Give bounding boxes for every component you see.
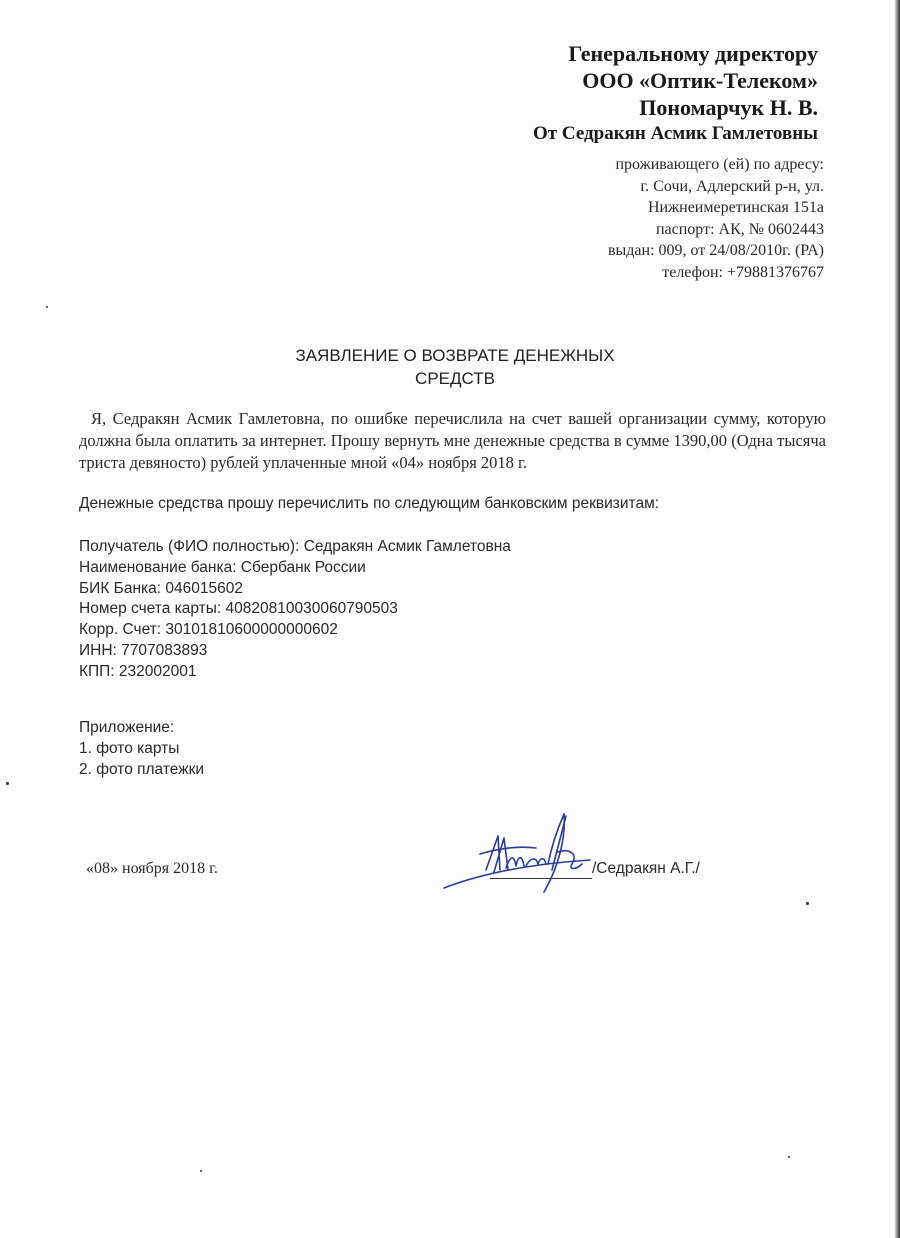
bank-corr-account: Корр. Счет: 30101810600000000602	[79, 621, 338, 639]
addressee-name: Пономарчук Н. В.	[639, 95, 818, 120]
bank-inn: ИНН: 7707083893	[79, 641, 208, 659]
handwritten-signature-icon	[440, 808, 600, 898]
scan-speck	[806, 902, 809, 905]
sender-passport: паспорт: АК, № 0602443	[655, 220, 824, 238]
request-paragraph: Я, Седракян Асмик Гамлетовна, по ошибке перечислила на счет вашей организации сумму, которую должна была оплатить за интернет. Прошу вернуть мне денежные средства в сумме 1390,00 (Одна тысяча триста девяносто) рублей уплаченные мной «04» ноября 2018 г.	[79, 409, 826, 472]
sender-address-city: г. Сочи, Адлерский р-н, ул.	[640, 177, 824, 195]
bank-details-list	[79, 537, 511, 683]
attachments-heading: Приложение:	[79, 719, 175, 736]
attachment-item: 2. фото платежки	[79, 760, 205, 778]
sender-passport-issued: выдан: 009, от 24/08/2010г. (РА)	[607, 242, 824, 259]
scan-speck	[788, 1156, 790, 1158]
document-title-line-1: ЗАЯВЛЕНИЕ О ВОЗВРАТЕ ДЕНЕЖНЫХ	[295, 346, 615, 365]
scan-edge-shadow	[894, 0, 900, 1238]
scan-speck	[200, 1170, 202, 1172]
addressee-block	[533, 40, 818, 147]
addressee-position: Генеральному директору	[568, 41, 818, 66]
bank-recipient: Получатель (ФИО полностью): Седракян Асмик Гамлетовна	[79, 538, 511, 555]
bank-name: Наименование банка: Сбербанк России	[79, 558, 366, 576]
signer-name: /Седракян А.Г./	[592, 860, 700, 877]
scan-speck	[6, 782, 9, 785]
document-title	[230, 344, 680, 390]
sender-address-label: проживающего (ей) по адресу:	[615, 156, 824, 173]
addressee-company: ООО «Оптик-Телеком»	[582, 68, 818, 93]
document-date: «08» ноября 2018 г.	[86, 860, 218, 877]
scan-speck	[46, 306, 48, 308]
bank-bik: БИК Банка: 046015602	[79, 579, 243, 597]
bank-kpp: КПП: 232002001	[79, 662, 197, 680]
sender-details	[608, 154, 824, 283]
sender-name-heading: От Седракян Асмик Гамлетовны	[533, 123, 818, 144]
document-title-line-2: СРЕДСТВ	[415, 369, 495, 388]
sender-address-street: Нижнеимеретинская 151а	[647, 199, 824, 216]
transfer-request-text: Денежные средства прошу перечислить по следующим банковским реквизитам:	[79, 495, 660, 512]
attachments-list	[79, 718, 204, 780]
sender-phone: телефон: +79881376767	[662, 263, 824, 281]
attachment-item: 1. фото карты	[79, 739, 180, 757]
bank-card-account: Номер счета карты: 40820810030060790503	[79, 600, 398, 618]
